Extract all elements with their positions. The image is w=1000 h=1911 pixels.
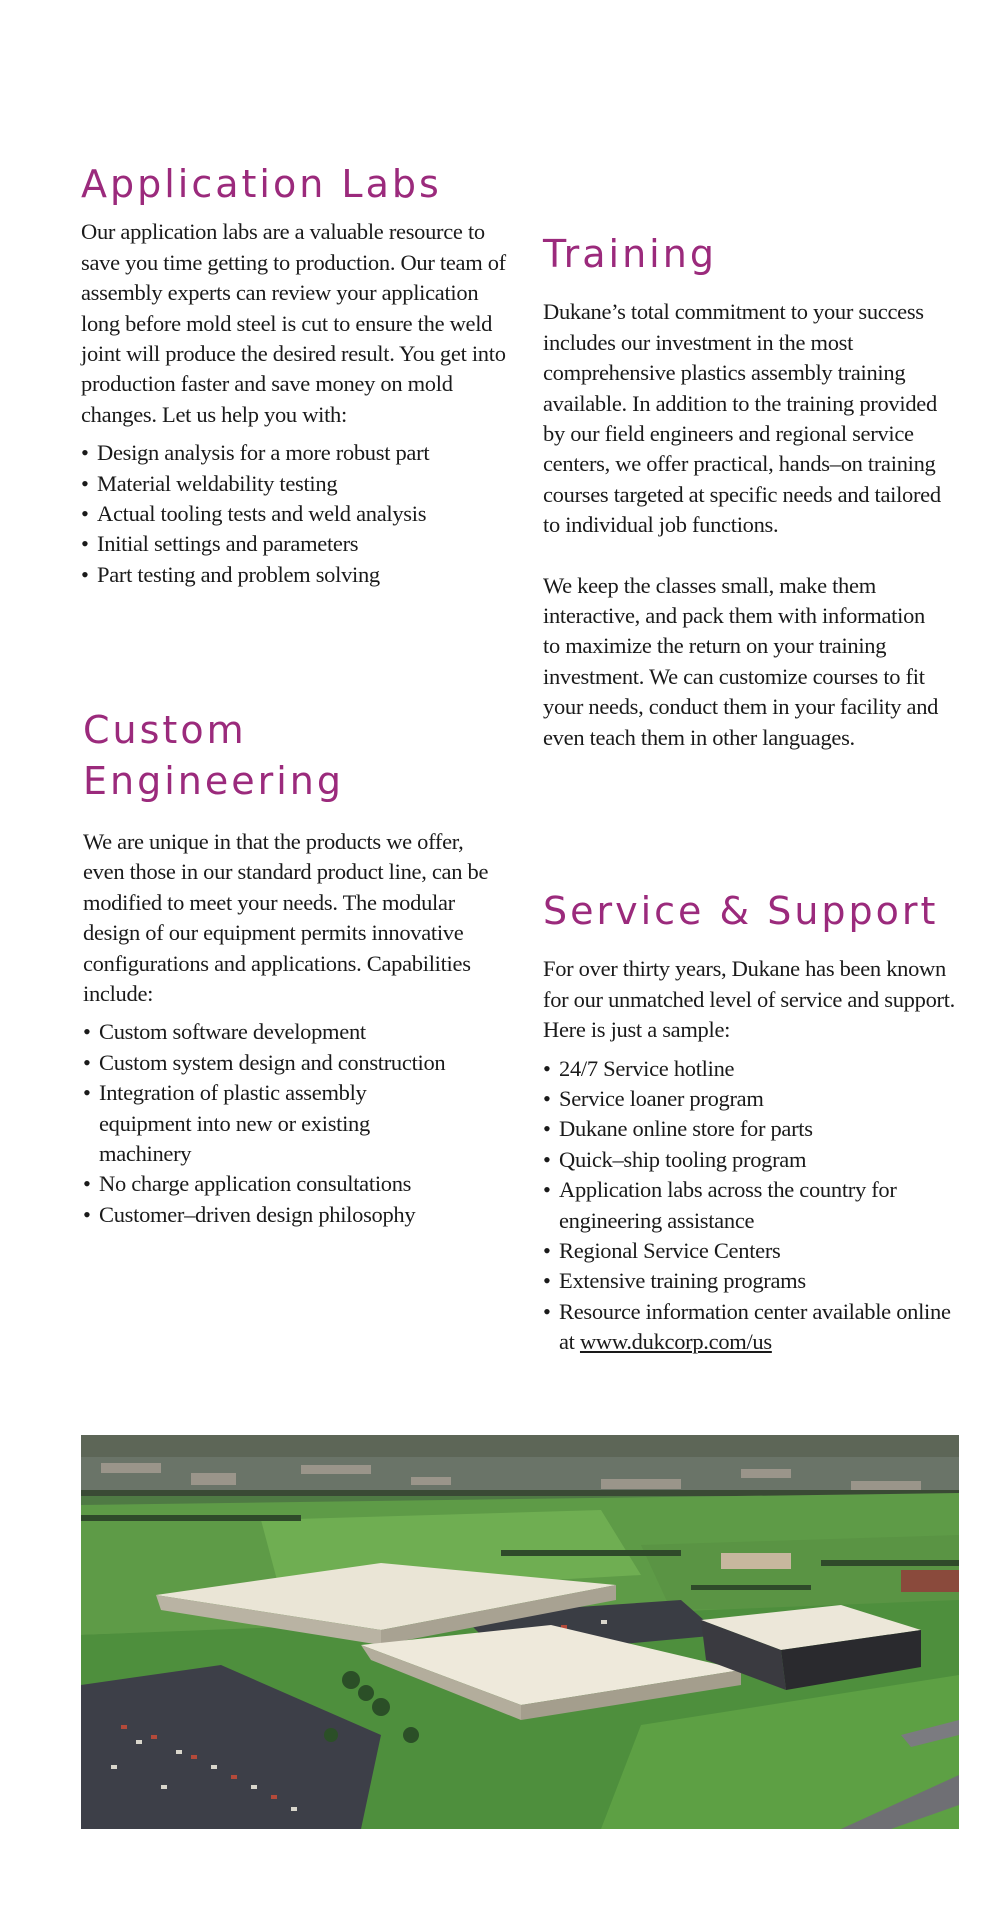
list-item xyxy=(543,1297,963,1358)
custom-engineering-heading-line2: Engineering xyxy=(83,759,344,803)
website-link[interactable]: www.dukcorp.com/us xyxy=(579,1329,772,1355)
list-item: • Customer–driven design philosophy xyxy=(83,1200,508,1230)
list-item: • No charge application consultations xyxy=(83,1169,508,1199)
list-item: • Custom software development xyxy=(83,1017,508,1047)
list-item: • Service loaner program xyxy=(543,1084,963,1114)
list-item: • Actual tooling tests and weld analysis xyxy=(81,499,506,529)
list-item: • 24/7 Service hotline xyxy=(543,1054,963,1084)
custom-engineering-list xyxy=(83,1017,508,1230)
list-item: • Application labs across the country for engineering assistance xyxy=(543,1175,963,1236)
service-support-intro: For over thirty years, Dukane has been known for our unmatched level of service and support. Here is just a sample: xyxy=(543,956,956,1043)
application-labs-list xyxy=(81,438,506,590)
list-item: • Material weldability testing xyxy=(81,469,506,499)
list-item: • Quick–ship tooling program xyxy=(543,1145,963,1175)
list-item: • Design analysis for a more robust part xyxy=(81,438,506,468)
list-item: • Initial settings and parameters xyxy=(81,529,506,559)
list-item: • Dukane online store for parts xyxy=(543,1114,963,1144)
list-item-text: Resource information center available online at xyxy=(559,1298,951,1355)
training-paragraph-1: Dukane’s total commitment to your success includes our investment in the most comprehensive plastics assembly training available. In addition to the training provided by our field engineers and regional service centers, we offer practical, hands–on training courses targeted at specific needs and tailored to individual job functions. xyxy=(543,299,941,538)
list-item: • Integration of plastic assembly equipment into new or existing machinery xyxy=(83,1078,508,1169)
application-labs-section xyxy=(81,160,506,590)
list-item: • Extensive training programs xyxy=(543,1266,963,1296)
application-labs-intro: Our application labs are a valuable resource to save you time getting to production. Our team of assembly experts can review your application long before mold steel is cut to ensure the weld joint will produce the desired result. You get into production faster and save money on mold changes. Let us help you with: xyxy=(81,219,506,427)
custom-engineering-heading-line1: Custom xyxy=(83,708,247,752)
service-support-section xyxy=(543,887,963,1358)
list-item: • Custom system design and construction xyxy=(83,1048,508,1078)
facility-aerial-photo xyxy=(81,1435,959,1829)
custom-engineering-section xyxy=(83,705,508,1230)
service-support-list xyxy=(543,1054,963,1358)
list-item: • Regional Service Centers xyxy=(543,1236,963,1266)
training-heading: Training xyxy=(543,232,717,276)
service-support-heading: Service & Support xyxy=(543,889,939,933)
custom-engineering-intro: We are unique in that the products we offer, even those in our standard product line, can be modified to meet your needs. The modular design of our equipment permits innovative configurations and applications. Capabilities include: xyxy=(83,829,489,1007)
custom-engineering-heading xyxy=(83,705,508,807)
application-labs-heading: Application Labs xyxy=(81,162,442,206)
training-section xyxy=(543,230,953,753)
training-paragraph-2: We keep the classes small, make them interactive, and pack them with information to maximize the return on your training investment. We can customize courses to fit your needs, conduct them in your facility and even teach them in other languages. xyxy=(543,572,939,750)
list-item: • Part testing and problem solving xyxy=(81,560,506,590)
